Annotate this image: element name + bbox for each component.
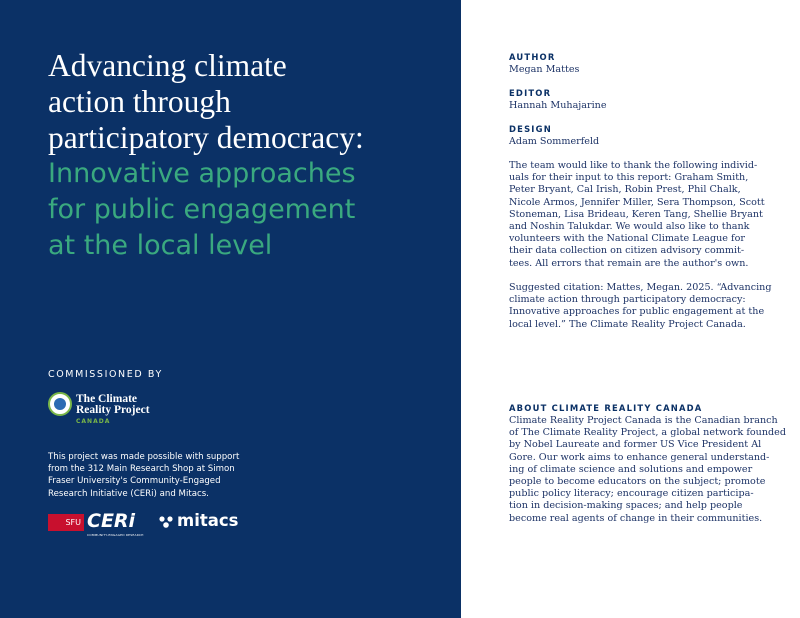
text-line: tion in decision-making spaces; and help people — [509, 500, 743, 512]
text-line: public policy literacy; encourage citizen participa- — [509, 488, 754, 500]
text-line: by Nobel Laureate and former US Vice President Al — [509, 439, 762, 451]
mitacs-logo — [158, 511, 253, 533]
title-line: participatory democracy: — [48, 120, 364, 155]
subtitle-line: at the local level — [48, 230, 273, 261]
text-line: Climate Reality Project Canada is the Canadian branch — [509, 415, 778, 426]
about-label: ABOUT CLIMATE REALITY CANADA — [509, 403, 703, 413]
suggested-citation — [509, 282, 779, 331]
designer-name: Adam Sommerfeld — [509, 136, 600, 147]
acknowledgements — [509, 160, 779, 270]
support-line: from the 312 Main Research Shop at Simon — [48, 464, 235, 475]
text-line: volunteers with the National Climate League for — [509, 233, 745, 245]
text-line: Suggested citation: Mattes, Megan. 2025. “Advancing — [509, 282, 772, 293]
support-line: This project was made possible with support — [48, 452, 240, 462]
editor-label: EDITOR — [509, 88, 552, 98]
globe-icon — [48, 392, 72, 416]
text-line: climate action through participatory democracy: — [509, 294, 746, 306]
text-line: Peter Bryant, Cal Irish, Robin Prest, Phil Chalk, — [509, 184, 741, 196]
support-line: Fraser University's Community-Engaged — [48, 476, 221, 487]
text-line: Innovative approaches for public engagement at the — [509, 306, 765, 318]
sfu-mark: SFU — [48, 514, 84, 531]
mitacs-icon — [158, 515, 174, 529]
support-line: Research Initiative (CERi) and Mitacs. — [48, 488, 209, 499]
title-line: action through — [48, 84, 231, 119]
about-text — [509, 415, 786, 525]
subtitle-line: for public engagement — [48, 194, 356, 225]
text-line: become real agents of change in their communities. — [509, 512, 763, 524]
editor-name: Hannah Muhajarine — [509, 100, 607, 111]
report-title — [48, 48, 448, 264]
text-line: The team would like to thank the following individ- — [509, 160, 758, 171]
commissioned-label: COMMISSIONED BY — [48, 369, 163, 380]
ceri-mark: CERi — [87, 510, 136, 532]
logo-line: The Climate — [76, 393, 138, 405]
text-line: of The Climate Reality Project, a global network founded — [509, 427, 786, 439]
text-line: ing of climate science and solutions and empower — [509, 463, 753, 475]
text-line: tees. All errors that remain are the author's own. — [509, 257, 749, 269]
text-line: their data collection on citizen advisory commit- — [509, 245, 745, 257]
logo-country: CANADA — [76, 418, 111, 425]
text-line: Gore. Our work aims to enhance general understand- — [509, 451, 770, 463]
climate-reality-logo — [48, 392, 168, 428]
logo-line: Reality Project — [76, 404, 150, 416]
text-line: Nicole Armos, Jennifer Miller, Sera Thompson, Scott — [509, 196, 765, 208]
text-line: and Noshin Talukdar. We would also like to thank — [509, 221, 750, 233]
ceri-subtitle: COMMUNITY-ENGAGED RESEARCH — [87, 533, 144, 537]
mitacs-wordmark: mitacs — [177, 511, 239, 530]
sfu-ceri-logo — [48, 510, 144, 537]
credits-panel — [461, 0, 800, 618]
climate-reality-name — [76, 394, 150, 416]
text-line: Stoneman, Lisa Brideau, Keren Tang, Shellie Bryant — [509, 208, 763, 220]
subtitle-line: Innovative approaches — [48, 158, 356, 189]
author-name: Megan Mattes — [509, 64, 580, 75]
author-label: AUTHOR — [509, 52, 556, 62]
title-line: Advancing climate — [48, 48, 287, 83]
text-line: people to become educators on the subject; promote — [509, 476, 766, 488]
design-label: DESIGN — [509, 124, 552, 134]
text-line: local level.” The Climate Reality Project Canada. — [509, 318, 746, 330]
text-line: uals for their input to this report: Graham Smith, — [509, 172, 749, 184]
support-statement — [48, 451, 248, 500]
